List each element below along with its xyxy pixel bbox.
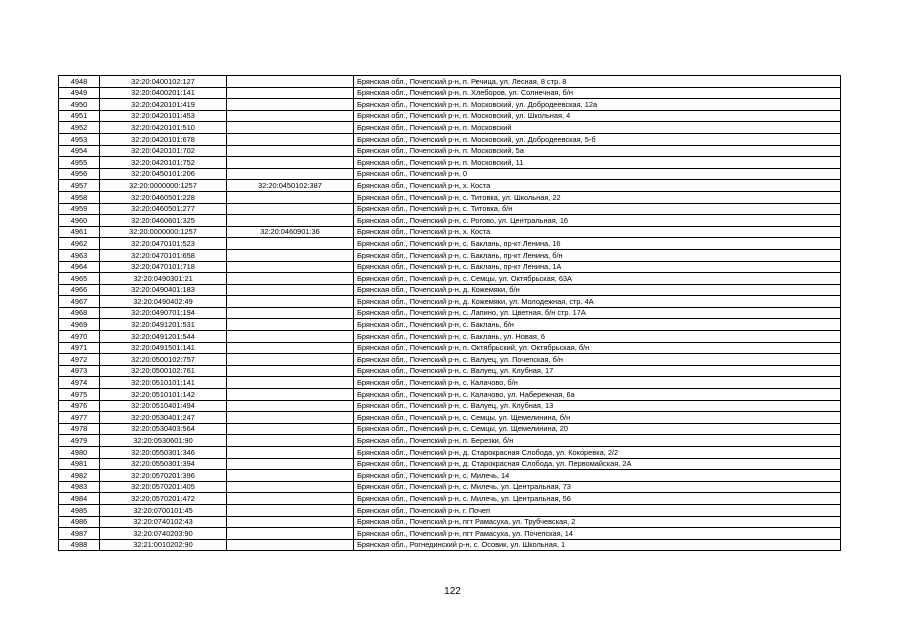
table-row [59, 342, 841, 354]
cell-address: Брянская обл., Почепский р-н, с. Милечь, ул. Центральная, 56 [354, 493, 841, 505]
cell-linked-cadastral-number [227, 435, 354, 447]
cell-address: Брянская обл., Почепский р-н, с. Калачово, ул. Набережная, 6а [354, 389, 841, 401]
cell-cadastral-number: 32:20:0460601:325 [100, 215, 227, 227]
cell-cadastral-number: 32:20:0490301:21 [100, 273, 227, 285]
cell-row-number: 4977 [59, 412, 100, 424]
cell-linked-cadastral-number [227, 76, 354, 88]
cell-row-number: 4988 [59, 539, 100, 551]
cell-linked-cadastral-number [227, 87, 354, 99]
cell-cadastral-number: 32:20:0530601:90 [100, 435, 227, 447]
cell-linked-cadastral-number [227, 284, 354, 296]
cell-linked-cadastral-number [227, 389, 354, 401]
cell-cadastral-number: 32:21:0010202:90 [100, 539, 227, 551]
cell-address: Брянская обл., Почепский р-н, г. Почеп [354, 504, 841, 516]
cell-linked-cadastral-number [227, 504, 354, 516]
cell-linked-cadastral-number [227, 319, 354, 331]
cell-row-number: 4948 [59, 76, 100, 88]
table-row [59, 133, 841, 145]
table-row [59, 493, 841, 505]
cell-row-number: 4951 [59, 110, 100, 122]
cell-linked-cadastral-number [227, 191, 354, 203]
table-row [59, 249, 841, 261]
table-row [59, 168, 841, 180]
cell-row-number: 4970 [59, 331, 100, 343]
table-row [59, 191, 841, 203]
table-row [59, 87, 841, 99]
cell-address: Брянская обл., Почепский р-н, с. Валуец, ул. Клубная, 17 [354, 365, 841, 377]
registry-table [58, 75, 841, 551]
cell-address: Брянская обл., Почепский р-н, п. Московский, ул. Добродеевская, 12а [354, 99, 841, 111]
cell-address: Брянская обл., Почепский р-н, п. Речица, ул. Лесная, 8 стр. 8 [354, 76, 841, 88]
cell-address: Брянская обл., Почепский р-н, п. Московский, 11 [354, 157, 841, 169]
cell-address: Брянская обл., Рогнединский р-н, с. Осовик, ул. Школьная, 1 [354, 539, 841, 551]
cell-row-number: 4969 [59, 319, 100, 331]
cell-linked-cadastral-number [227, 133, 354, 145]
cell-address: Брянская обл., Почепский р-н, д. Старокрасная Слобода, ул. Первомайская, 2А [354, 458, 841, 470]
cell-linked-cadastral-number [227, 296, 354, 308]
cell-linked-cadastral-number [227, 342, 354, 354]
table-row [59, 122, 841, 134]
table-row [59, 539, 841, 551]
table-row [59, 273, 841, 285]
cell-address: Брянская обл., Почепский р-н, пгт Рамасуха, ул. Трубчевская, 2 [354, 516, 841, 528]
cell-cadastral-number: 32:20:0530403:564 [100, 423, 227, 435]
cell-row-number: 4952 [59, 122, 100, 134]
cell-address: Брянская обл., Почепский р-н, х. Коста [354, 180, 841, 192]
cell-address: Брянская обл., Почепский р-н, с. Рогово, ул. Центральная, 16 [354, 215, 841, 227]
cell-cadastral-number: 32:20:0420101:702 [100, 145, 227, 157]
cell-linked-cadastral-number [227, 354, 354, 366]
cell-row-number: 4985 [59, 504, 100, 516]
cell-row-number: 4972 [59, 354, 100, 366]
cell-cadastral-number: 32:20:0550301:394 [100, 458, 227, 470]
cell-cadastral-number: 32:20:0700101:45 [100, 504, 227, 516]
cell-linked-cadastral-number [227, 423, 354, 435]
page-number: 122 [444, 586, 461, 597]
cell-linked-cadastral-number: 32:20:0460901:36 [227, 226, 354, 238]
cell-linked-cadastral-number [227, 470, 354, 482]
cell-row-number: 4949 [59, 87, 100, 99]
cell-linked-cadastral-number [227, 110, 354, 122]
table-row [59, 99, 841, 111]
table-row [59, 157, 841, 169]
cell-cadastral-number: 32:20:0450101:206 [100, 168, 227, 180]
cell-cadastral-number: 32:20:0570201:405 [100, 481, 227, 493]
cell-linked-cadastral-number [227, 168, 354, 180]
table-row [59, 296, 841, 308]
cell-row-number: 4961 [59, 226, 100, 238]
table-row [59, 215, 841, 227]
cell-address: Брянская обл., Почепский р-н, п. Хлеборов, ул. Солнечная, б/н [354, 87, 841, 99]
cell-linked-cadastral-number [227, 249, 354, 261]
cell-row-number: 4960 [59, 215, 100, 227]
cell-cadastral-number: 32:20:0000000:1257 [100, 226, 227, 238]
cell-row-number: 4968 [59, 307, 100, 319]
cell-cadastral-number: 32:20:0420101:678 [100, 133, 227, 145]
cell-cadastral-number: 32:20:0491201:531 [100, 319, 227, 331]
cell-linked-cadastral-number: 32:20:0450102:387 [227, 180, 354, 192]
cell-row-number: 4984 [59, 493, 100, 505]
cell-cadastral-number: 32:20:0420101:419 [100, 99, 227, 111]
cell-cadastral-number: 32:20:0740203:90 [100, 528, 227, 540]
cell-linked-cadastral-number [227, 412, 354, 424]
cell-cadastral-number: 32:20:0460501:228 [100, 191, 227, 203]
cell-address: Брянская обл., Почепский р-н, с. Валуец, ул. Почепская, б/н [354, 354, 841, 366]
cell-cadastral-number: 32:20:0420101:510 [100, 122, 227, 134]
cell-cadastral-number: 32:20:0470101:658 [100, 249, 227, 261]
cell-address: Брянская обл., Почепский р-н, с. Баклань, пр-кт Ленина, б/н [354, 249, 841, 261]
table-row [59, 284, 841, 296]
cell-linked-cadastral-number [227, 331, 354, 343]
cell-address: Брянская обл., Почепский р-н, с. Титовка, ул. Школьная, 22 [354, 191, 841, 203]
cell-row-number: 4982 [59, 470, 100, 482]
cell-cadastral-number: 32:20:0400201:141 [100, 87, 227, 99]
cell-row-number: 4979 [59, 435, 100, 447]
cell-linked-cadastral-number [227, 447, 354, 459]
table-row [59, 458, 841, 470]
registry-table-body [59, 76, 841, 551]
cell-cadastral-number: 32:20:0510401:494 [100, 400, 227, 412]
cell-linked-cadastral-number [227, 238, 354, 250]
cell-cadastral-number: 32:20:0470101:523 [100, 238, 227, 250]
cell-row-number: 4978 [59, 423, 100, 435]
cell-address: Брянская обл., Почепский р-н, пгт Рамасуха, ул. Почепская, 14 [354, 528, 841, 540]
cell-cadastral-number: 32:20:0550301:346 [100, 447, 227, 459]
cell-address: Брянская обл., Почепский р-н, п. Березки, б/н [354, 435, 841, 447]
cell-row-number: 4967 [59, 296, 100, 308]
table-row [59, 423, 841, 435]
table-row [59, 307, 841, 319]
cell-address: Брянская обл., Почепский р-н, с. Титовка, б/н [354, 203, 841, 215]
cell-linked-cadastral-number [227, 493, 354, 505]
cell-row-number: 4950 [59, 99, 100, 111]
cell-linked-cadastral-number [227, 516, 354, 528]
cell-linked-cadastral-number [227, 365, 354, 377]
cell-linked-cadastral-number [227, 122, 354, 134]
table-row [59, 435, 841, 447]
cell-address: Брянская обл., Почепский р-н, д. Кожемяки, б/н [354, 284, 841, 296]
table-row [59, 481, 841, 493]
table-row [59, 354, 841, 366]
cell-linked-cadastral-number [227, 261, 354, 273]
table-row [59, 110, 841, 122]
cell-row-number: 4973 [59, 365, 100, 377]
table-row [59, 412, 841, 424]
cell-linked-cadastral-number [227, 528, 354, 540]
cell-address: Брянская обл., Почепский р-н, с. Семцы, ул. Октябрьская, 63А [354, 273, 841, 285]
cell-address: Брянская обл., Почепский р-н, с. Калачово, б/н [354, 377, 841, 389]
table-row [59, 261, 841, 273]
cell-cadastral-number: 32:20:0490402:49 [100, 296, 227, 308]
cell-cadastral-number: 32:20:0490701:194 [100, 307, 227, 319]
cell-cadastral-number: 32:20:0491501:141 [100, 342, 227, 354]
table-row [59, 76, 841, 88]
table-row [59, 365, 841, 377]
cell-cadastral-number: 32:20:0570201:396 [100, 470, 227, 482]
table-row [59, 145, 841, 157]
cell-row-number: 4975 [59, 389, 100, 401]
cell-address: Брянская обл., Почепский р-н, с. Баклань, ул. Новая, 6 [354, 331, 841, 343]
cell-cadastral-number: 32:20:0420101:752 [100, 157, 227, 169]
cell-row-number: 4959 [59, 203, 100, 215]
cell-address: Брянская обл., Почепский р-н, с. Лапино, ул. Цветная, б/н стр. 17А [354, 307, 841, 319]
table-row [59, 226, 841, 238]
cell-linked-cadastral-number [227, 307, 354, 319]
cell-address: Брянская обл., Почепский р-н, п. Октябрьский, ул. Октябрьская, б/н [354, 342, 841, 354]
cell-cadastral-number: 32:20:0400102:127 [100, 76, 227, 88]
cell-address: Брянская обл., Почепский р-н, с. Баклань, пр-кт Ленина, 1А [354, 261, 841, 273]
cell-linked-cadastral-number [227, 273, 354, 285]
cell-address: Брянская обл., Почепский р-н, с. Милечь, ул. Центральная, 73 [354, 481, 841, 493]
table-row [59, 377, 841, 389]
cell-row-number: 4963 [59, 249, 100, 261]
cell-address: Брянская обл., Почепский р-н, п. Московский, ул. Школьная, 4 [354, 110, 841, 122]
cell-linked-cadastral-number [227, 400, 354, 412]
table-row [59, 447, 841, 459]
table-row [59, 400, 841, 412]
cell-row-number: 4971 [59, 342, 100, 354]
cell-row-number: 4955 [59, 157, 100, 169]
cell-cadastral-number: 32:20:0570201:472 [100, 493, 227, 505]
cell-cadastral-number: 32:20:0490401:183 [100, 284, 227, 296]
cell-address: Брянская обл., Почепский р-н, с. Милечь, 14 [354, 470, 841, 482]
cell-row-number: 4965 [59, 273, 100, 285]
cell-row-number: 4962 [59, 238, 100, 250]
table-row [59, 238, 841, 250]
cell-cadastral-number: 32:20:0500102:761 [100, 365, 227, 377]
cell-address: Брянская обл., Почепский р-н, с. Семцы, ул. Щемелинина, 20 [354, 423, 841, 435]
table-row [59, 331, 841, 343]
cell-cadastral-number: 32:20:0470101:718 [100, 261, 227, 273]
cell-address: Брянская обл., Почепский р-н, д. Кожемяки, ул. Молодежная, стр. 4А [354, 296, 841, 308]
table-row [59, 180, 841, 192]
cell-address: Брянская обл., Почепский р-н, х. Коста [354, 226, 841, 238]
cell-address: Брянская обл., Почепский р-н, 0 [354, 168, 841, 180]
table-row [59, 528, 841, 540]
table-row [59, 389, 841, 401]
cell-linked-cadastral-number [227, 203, 354, 215]
cell-address: Брянская обл., Почепский р-н, п. Московский [354, 122, 841, 134]
cell-row-number: 4954 [59, 145, 100, 157]
cell-row-number: 4986 [59, 516, 100, 528]
cell-row-number: 4953 [59, 133, 100, 145]
cell-address: Брянская обл., Почепский р-н, п. Московский, 5а [354, 145, 841, 157]
table-row [59, 504, 841, 516]
cell-cadastral-number: 32:20:0510101:141 [100, 377, 227, 389]
cell-row-number: 4957 [59, 180, 100, 192]
cell-row-number: 4983 [59, 481, 100, 493]
cell-linked-cadastral-number [227, 145, 354, 157]
cell-cadastral-number: 32:20:0500102:757 [100, 354, 227, 366]
cell-linked-cadastral-number [227, 539, 354, 551]
cell-cadastral-number: 32:20:0420101:453 [100, 110, 227, 122]
cell-row-number: 4976 [59, 400, 100, 412]
cell-address: Брянская обл., Почепский р-н, с. Баклань, б/н [354, 319, 841, 331]
cell-linked-cadastral-number [227, 458, 354, 470]
cell-row-number: 4980 [59, 447, 100, 459]
cell-linked-cadastral-number [227, 377, 354, 389]
cell-cadastral-number: 32:20:0460501:277 [100, 203, 227, 215]
cell-row-number: 4966 [59, 284, 100, 296]
cell-linked-cadastral-number [227, 99, 354, 111]
cell-address: Брянская обл., Почепский р-н, д. Старокрасная Слобода, ул. Кокоревка, 2/2 [354, 447, 841, 459]
cell-cadastral-number: 32:20:0530401:247 [100, 412, 227, 424]
table-row [59, 516, 841, 528]
cell-row-number: 4964 [59, 261, 100, 273]
cell-cadastral-number: 32:20:0491201:544 [100, 331, 227, 343]
cell-row-number: 4956 [59, 168, 100, 180]
cell-linked-cadastral-number [227, 157, 354, 169]
table-row [59, 470, 841, 482]
cell-cadastral-number: 32:20:0510101:142 [100, 389, 227, 401]
table-row [59, 319, 841, 331]
cell-address: Брянская обл., Почепский р-н, п. Московский, ул. Добродеевская, 5-б [354, 133, 841, 145]
cell-address: Брянская обл., Почепский р-н, с. Валуец, ул. Клубная, 13 [354, 400, 841, 412]
table-row [59, 203, 841, 215]
cell-address: Брянская обл., Почепский р-н, с. Баклань, пр-кт Ленина, 16 [354, 238, 841, 250]
cell-linked-cadastral-number [227, 481, 354, 493]
cell-address: Брянская обл., Почепский р-н, с. Семцы, ул. Щемелинина, б/н [354, 412, 841, 424]
cell-linked-cadastral-number [227, 215, 354, 227]
cell-row-number: 4987 [59, 528, 100, 540]
cell-row-number: 4974 [59, 377, 100, 389]
cell-cadastral-number: 32:20:0740102:43 [100, 516, 227, 528]
cell-row-number: 4981 [59, 458, 100, 470]
cell-row-number: 4958 [59, 191, 100, 203]
cell-cadastral-number: 32:20:0000000:1257 [100, 180, 227, 192]
